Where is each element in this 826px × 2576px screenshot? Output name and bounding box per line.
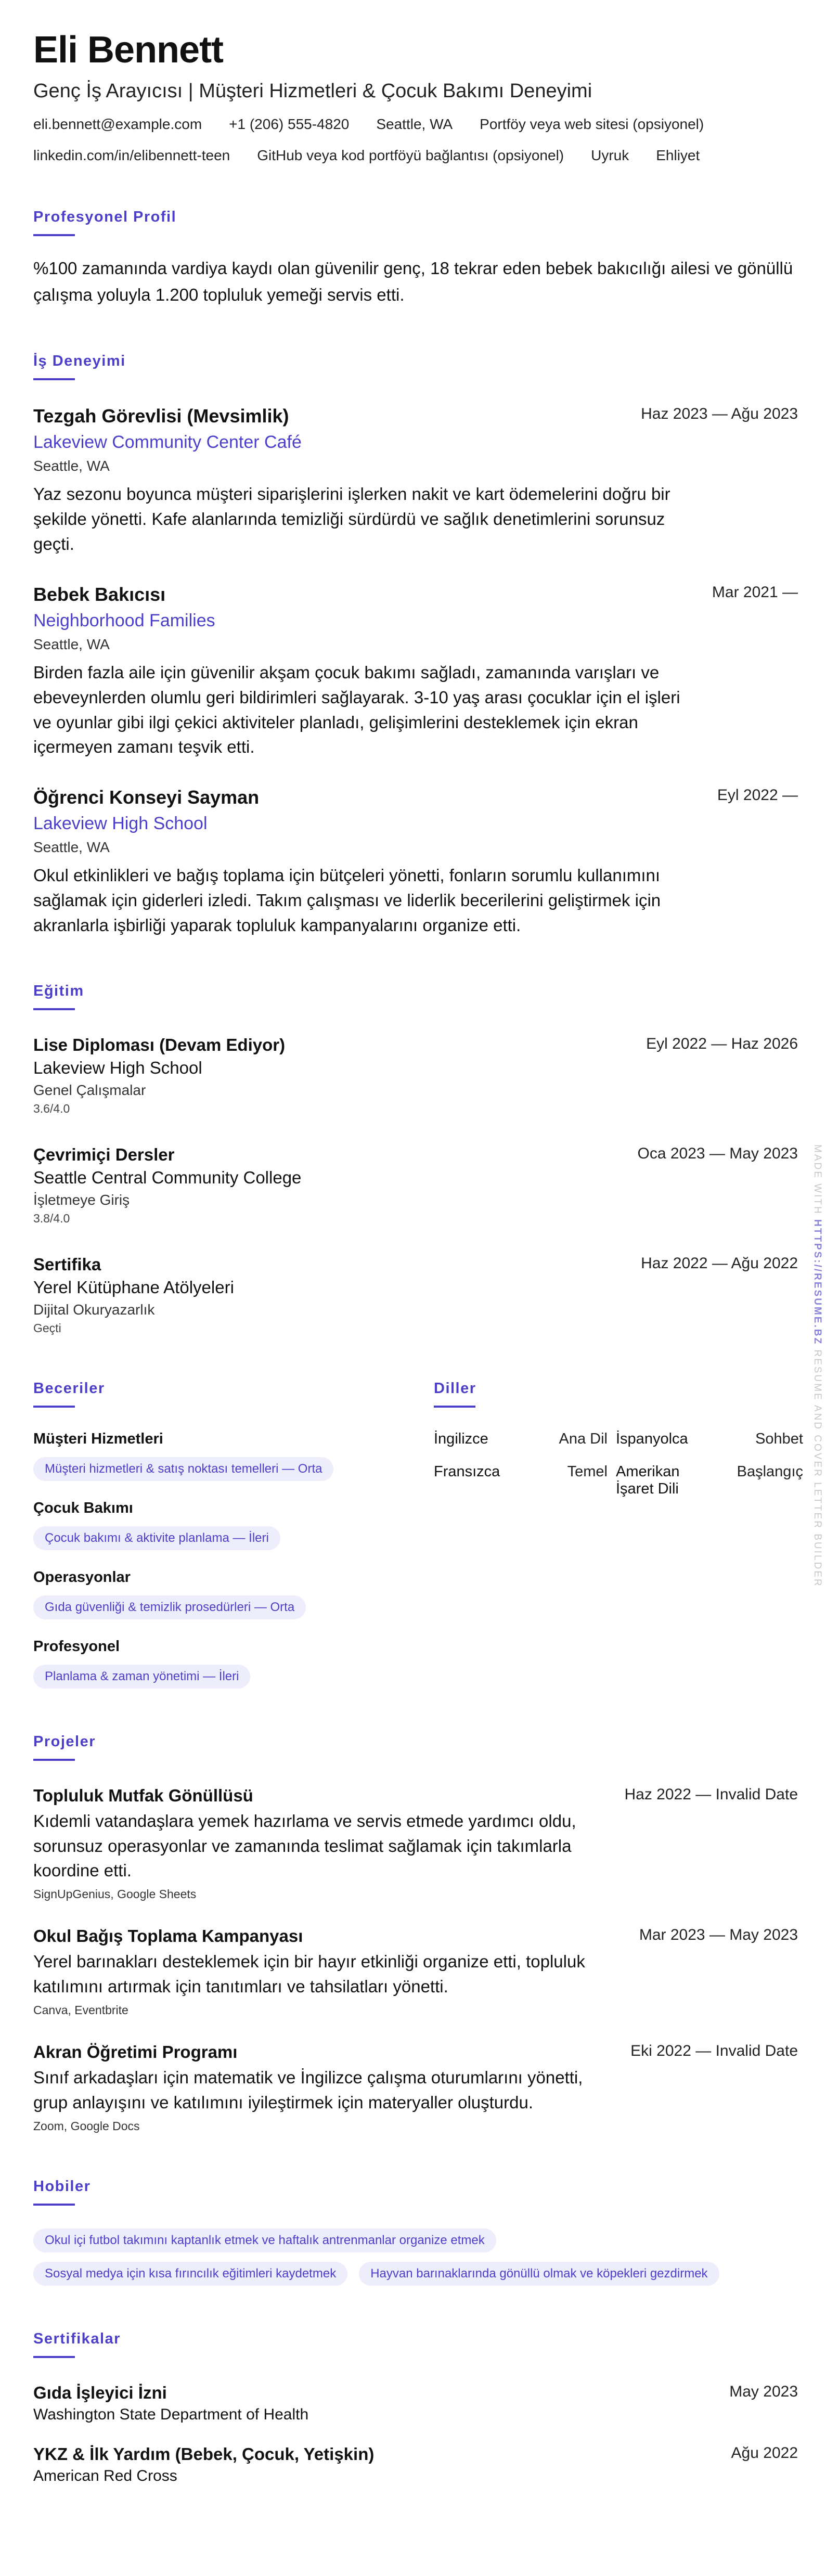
section-title-certificates: Sertifikalar: [33, 2330, 798, 2358]
contact-license: Ehliyet: [656, 147, 700, 163]
certificate-date: Ağu 2022: [731, 2444, 798, 2462]
education-date: Eyl 2022 — Haz 2026: [646, 1035, 798, 1052]
education-title: Sertifika: [33, 1254, 101, 1274]
watermark-link[interactable]: HTTPS://RESUME.BZ: [812, 1219, 823, 1346]
certificates-list: [33, 2383, 798, 2485]
skill-pill: Çocuk bakımı & aktivite planlama — İleri: [33, 1526, 280, 1550]
section-title-skills: Beceriler: [33, 1380, 434, 1408]
section-title-profile: Profesyonel Profil: [33, 209, 798, 236]
experience-item: [33, 787, 798, 938]
job-date: Mar 2021 —: [712, 583, 798, 601]
candidate-name: Eli Bennett: [33, 29, 224, 71]
certificate-date: May 2023: [729, 2382, 798, 2400]
education-item: [33, 1145, 798, 1226]
contact-email[interactable]: eli.bennett@example.com: [33, 116, 202, 132]
section-title-languages: Diller: [434, 1380, 798, 1408]
skills-languages-row: [33, 1335, 803, 1689]
job-date: Haz 2023 — Ağu 2023: [641, 405, 798, 423]
hobby-pill: Okul içi futbol takımını kaptanlık etmek ve haftalık antrenmanlar organize etmek: [33, 2229, 496, 2252]
job-location: Seattle, WA: [33, 636, 110, 652]
certificate-item: [33, 2383, 798, 2424]
job-org: Lakeview High School: [33, 814, 208, 834]
contact-row-1: [33, 116, 798, 133]
resume-page: [33, 29, 803, 2485]
education-date: Oca 2023 — May 2023: [637, 1144, 798, 1162]
skills-column: [33, 1335, 434, 1689]
project-date: Mar 2023 — May 2023: [639, 1926, 798, 1944]
certificate-org: Washington State Department of Health: [33, 2405, 309, 2423]
project-item: [33, 2042, 798, 2133]
skill-pill: Planlama & zaman yönetimi — İleri: [33, 1665, 250, 1689]
skill-category: Operasyonlar: [33, 1568, 131, 1586]
project-title: Okul Bağış Toplama Kampanyası: [33, 1926, 303, 1946]
language-level: Sohbet: [755, 1430, 803, 1447]
hobbies-list: [33, 2219, 798, 2286]
project-description: Kıdemli vatandaşlara yemek hazırlama ve servis etmede yardımcı oldu, sorunsuz operasyonlar ve zamanında teslimat sağlamak için takımlarla koordine etti.: [33, 1811, 576, 1881]
job-description: Okul etkinlikleri ve bağış toplama için bütçeleri yönetti, fonların sorumlu kullanımını sağlamak için giderleri izledi. Takım çalışması ve liderlik becerilerini geliştirmek için akranlarla işbirliği yaparak topluluk kampanyalarını organize etti.: [33, 866, 661, 935]
education-score: 3.6/4.0: [33, 1101, 70, 1115]
experience-list: [33, 405, 798, 937]
job-org: Neighborhood Families: [33, 610, 215, 630]
job-description: Yaz sezonu boyunca müşteri siparişlerini işlerken nakit ve kart ödemelerini doğru bir şekilde yönetti. Kafe alanlarında temizliği sürdürdü ve sağlık denetimlerini sorunsuz geçti.: [33, 484, 670, 553]
section-title-projects: Projeler: [33, 1733, 798, 1761]
project-tools: SignUpGenius, Google Sheets: [33, 1887, 197, 1901]
watermark-suffix: RESUME AND COVER LETTER BUILDER: [812, 1349, 823, 1588]
job-date: Eyl 2022 —: [717, 787, 798, 804]
certificate-title: YKZ & İlk Yardım (Bebek, Çocuk, Yetişkin): [33, 2444, 375, 2464]
job-location: Seattle, WA: [33, 839, 110, 856]
education-item: [33, 1035, 798, 1116]
project-title: Akran Öğretimi Programı: [33, 2042, 238, 2062]
project-description: Yerel barınakları desteklemek için bir hayır etkinliği organize etti, topluluk katılımını artırmak için tanıtımları ve tahsilatları yönetti.: [33, 1952, 585, 1997]
education-school: Lakeview High School: [33, 1058, 202, 1077]
education-title: Lise Diploması (Devam Ediyor): [33, 1035, 286, 1054]
job-description: Birden fazla aile için güvenilir akşam çocuk bakımı sağladı, zamanında varışları ve ebeveynlerden olumlu geri bildirimleri sağlayarak. 3-10 yaş arası çocuklar için el işleri ve oyunlar gibi ilgi çekici aktiviteler planladı, gelişimlerini desteklemek için ekran içermeyen zamanı teşvik etti.: [33, 662, 680, 757]
job-title: Tezgah Görevlisi (Mevsimlik): [33, 405, 289, 427]
contact-phone[interactable]: +1 (206) 555-4820: [229, 116, 350, 132]
job-title: Bebek Bakıcısı: [33, 583, 166, 605]
education-field: Genel Çalışmalar: [33, 1081, 146, 1098]
project-tools: Canva, Eventbrite: [33, 2003, 128, 2017]
languages-grid: [434, 1430, 803, 1498]
project-date: Haz 2022 — Invalid Date: [624, 1785, 798, 1803]
education-date: Haz 2022 — Ağu 2022: [641, 1254, 798, 1272]
section-title-experience: İş Deneyimi: [33, 353, 798, 380]
certificate-org: American Red Cross: [33, 2467, 177, 2484]
skill-category: Profesyonel: [33, 1638, 120, 1655]
education-school: Seattle Central Community College: [33, 1167, 302, 1187]
watermark-prefix: MADE WITH: [812, 1144, 823, 1215]
skill-pill: Gıda güvenliği & temizlik prosedürleri — Orta: [33, 1595, 306, 1619]
project-item: [33, 1786, 798, 1902]
project-description: Sınıf arkadaşları için matematik ve İngilizce çalışma oturumlarını yönetti, grup anlayışını ve katılımını iyileştirmek için materyaller oluşturdu.: [33, 2067, 583, 2112]
experience-item: [33, 584, 798, 759]
education-school: Yerel Kütüphane Atölyeleri: [33, 1277, 234, 1297]
job-org: Lakeview Community Center Café: [33, 432, 302, 453]
candidate-headline: Genç İş Arayıcısı | Müşteri Hizmetleri & Çocuk Bakımı Deneyimi: [33, 80, 592, 102]
contact-row-2: [33, 147, 798, 164]
education-field: Dijital Okuryazarlık: [33, 1301, 155, 1318]
projects-list: [33, 1786, 798, 2133]
job-location: Seattle, WA: [33, 458, 110, 474]
hobby-pill: Hayvan barınaklarında gönüllü olmak ve köpekleri gezdirmek: [359, 2262, 719, 2286]
language-name: İngilizce: [434, 1430, 488, 1447]
education-score: Geçti: [33, 1321, 61, 1335]
language-name: Amerikan İşaret Dili: [616, 1463, 680, 1497]
contact-portfolio[interactable]: Portföy veya web sitesi (opsiyonel): [480, 116, 704, 132]
project-title: Topluluk Mutfak Gönüllüsü: [33, 1785, 253, 1805]
contact-location: Seattle, WA: [376, 116, 453, 132]
language-level: Başlangıç: [737, 1463, 803, 1480]
education-list: [33, 1035, 798, 1335]
contact-github[interactable]: GitHub veya kod portföyü bağlantısı (opsiyonel): [257, 147, 564, 163]
hobby-pill: Sosyal medya için kısa fırıncılık eğitimleri kaydetmek: [33, 2262, 347, 2286]
education-title: Çevrimiçi Dersler: [33, 1144, 175, 1164]
project-item: [33, 1926, 798, 2017]
language-level: Temel: [567, 1463, 608, 1480]
skill-category: Çocuk Bakımı: [33, 1499, 133, 1516]
skill-category: Müşteri Hizmetleri: [33, 1430, 163, 1447]
section-title-hobbies: Hobiler: [33, 2178, 798, 2206]
education-item: [33, 1255, 798, 1335]
skill-pill: Müşteri hizmetleri & satış noktası temelleri — Orta: [33, 1457, 333, 1481]
builder-watermark: [811, 1144, 823, 1588]
contact-nationality: Uyruk: [591, 147, 629, 163]
language-name: İspanyolca: [616, 1430, 688, 1447]
languages-column: [434, 1335, 803, 1689]
language-name: Fransızca: [434, 1463, 500, 1480]
language-level: Ana Dil: [559, 1430, 608, 1447]
education-field: İşletmeye Giriş: [33, 1191, 130, 1208]
certificate-item: [33, 2444, 798, 2485]
project-tools: Zoom, Google Docs: [33, 2119, 140, 2133]
contact-linkedin[interactable]: linkedin.com/in/elibennett-teen: [33, 147, 230, 163]
experience-item: [33, 405, 798, 557]
project-date: Eki 2022 — Invalid Date: [630, 2042, 798, 2059]
section-title-education: Eğitim: [33, 983, 798, 1010]
education-score: 3.8/4.0: [33, 1211, 70, 1225]
job-title: Öğrenci Konseyi Sayman: [33, 787, 260, 808]
profile-summary: %100 zamanında vardiya kaydı olan güvenilir genç, 18 tekrar eden bebek bakıcılığı ailesi ve gönüllü çalışma yoluyla 1.200 topluluk yemeği servis etti.: [33, 259, 793, 305]
certificate-title: Gıda İşleyici İzni: [33, 2382, 167, 2402]
